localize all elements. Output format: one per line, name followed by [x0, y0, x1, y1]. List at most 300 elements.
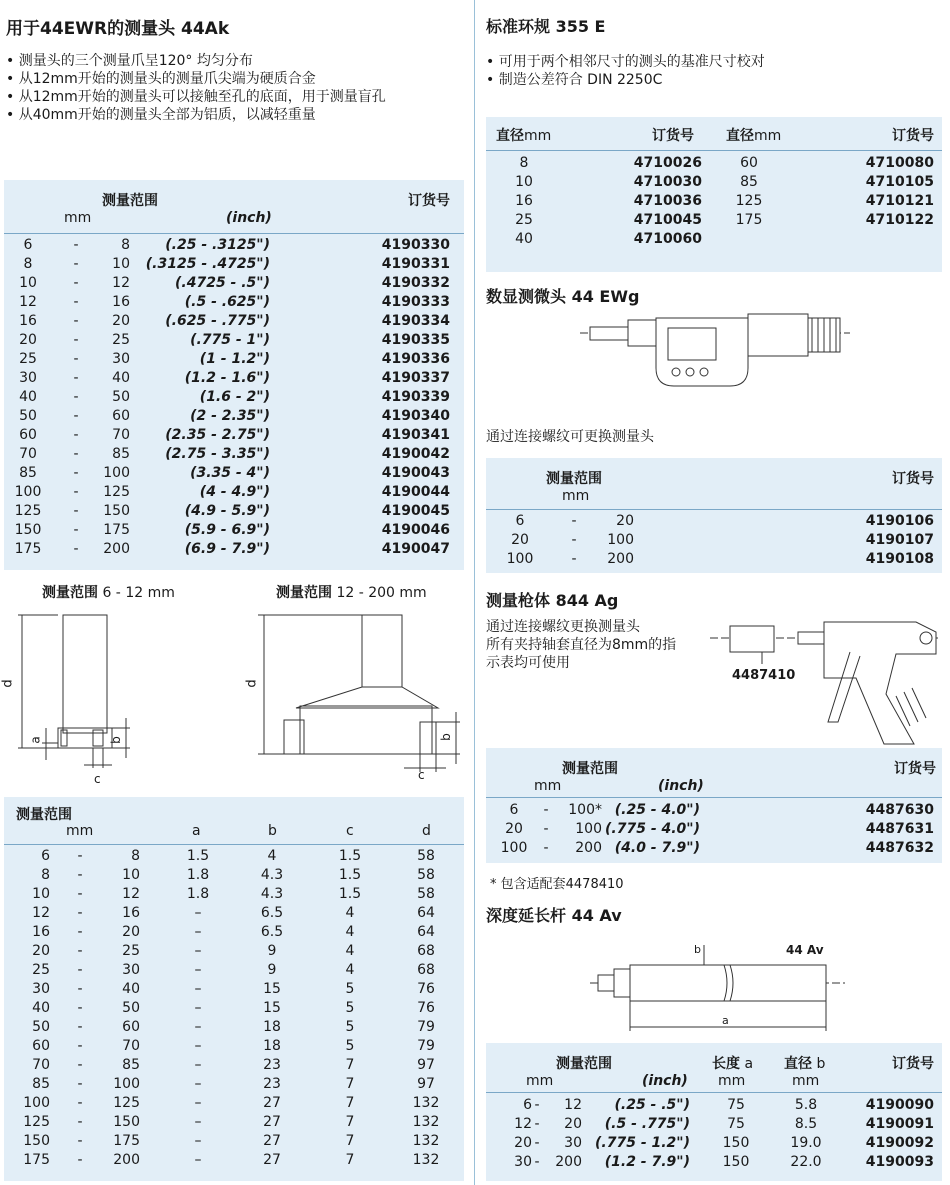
cell-diameter: 19.0 [790, 1135, 822, 1151]
cell-to: 20 [122, 924, 140, 940]
cell-c: 4 [345, 962, 355, 978]
cell-to: 200 [103, 541, 130, 557]
table-row [4, 293, 464, 312]
caption-label: 测量范围 [276, 585, 332, 601]
cell-a: – [194, 1000, 202, 1016]
cell-dash: - [73, 256, 79, 272]
table-row [4, 521, 464, 540]
cell-c: 1.5 [338, 886, 362, 902]
cell-b: 27 [263, 1133, 281, 1149]
table-row [4, 1018, 464, 1037]
ring-bullets [486, 53, 765, 89]
cell-dash: - [73, 522, 79, 538]
table-row [4, 350, 464, 369]
cell-length: 75 [727, 1097, 745, 1113]
table-row [486, 512, 942, 531]
length-label: 长度 [712, 1056, 740, 1072]
cell-to: 10 [112, 256, 130, 272]
header-length [712, 1053, 753, 1073]
cell-c: 7 [345, 1152, 355, 1168]
cell-dash: - [77, 1152, 83, 1168]
cell-a: – [194, 905, 202, 921]
cell-order: 4190336 [381, 351, 450, 367]
cell-c: 5 [345, 1019, 355, 1035]
table-row [486, 211, 942, 230]
cell-from: 100 [23, 1095, 50, 1111]
table-row [4, 426, 464, 445]
cell-to: 125 [113, 1095, 140, 1111]
cell-dash: - [77, 1057, 83, 1073]
ring-table [486, 117, 942, 272]
cell-d: 64 [417, 924, 435, 940]
cell-c: 7 [345, 1076, 355, 1092]
cell-to: 30 [112, 351, 130, 367]
cell-dash: - [77, 1038, 83, 1054]
table-row [4, 502, 464, 521]
cell-from: 175 [23, 1152, 50, 1168]
cell-c: 4 [345, 924, 355, 940]
cell-order: 4710030 [633, 174, 702, 190]
cell-c: 1.5 [338, 848, 362, 864]
cell-d: 132 [412, 1152, 440, 1168]
ewg-title: 数显测微头 44 EWg [486, 287, 640, 306]
cell-d: 58 [417, 867, 435, 883]
cell-dash: - [543, 802, 549, 818]
cell-dash: - [571, 551, 577, 567]
cell-dash: - [77, 1000, 83, 1016]
cell-to: 100 [103, 465, 130, 481]
header-range: 测量范围 [546, 471, 602, 487]
cell-length: 150 [722, 1154, 750, 1170]
table-row [486, 173, 942, 192]
diagram1-caption [42, 582, 175, 602]
cell-to: 100 [575, 821, 602, 837]
cell-dash: - [73, 408, 79, 424]
table-row [486, 531, 942, 550]
cell-to: 50 [122, 1000, 140, 1016]
ag-footnote: * 包含适配套4478410 [490, 877, 624, 892]
table-row [4, 1151, 464, 1170]
cell-a: – [194, 1057, 202, 1073]
cell-from: 85 [19, 465, 37, 481]
header-mm: mm [64, 210, 92, 226]
cell-b: 15 [263, 981, 281, 997]
cell-to: 150 [103, 503, 130, 519]
header-dia-left [496, 125, 551, 145]
cell-dash: - [77, 1076, 83, 1092]
cell-a: 1.8 [186, 867, 210, 883]
cell-d: 97 [417, 1057, 435, 1073]
header-range: 测量范围 [102, 193, 158, 209]
cell-order: 4190042 [381, 446, 450, 462]
table-row [4, 999, 464, 1018]
cell-dash: - [543, 821, 549, 837]
cell-a: 1.5 [186, 848, 210, 864]
header-mm-3: mm [792, 1073, 820, 1089]
cell-to: 50 [112, 389, 130, 405]
cell-to: 70 [112, 427, 130, 443]
cell-to: 150 [113, 1114, 140, 1130]
dim-b: b [694, 943, 701, 956]
ewg-table [486, 458, 942, 573]
cell-order: 4487632 [865, 840, 934, 856]
cell-dash: - [77, 1095, 83, 1111]
header-range: 测量范围 [16, 807, 72, 823]
cell-b: 9 [267, 943, 277, 959]
dim-c2: c [418, 768, 425, 782]
cell-d: 79 [417, 1038, 435, 1054]
ag-table [486, 748, 942, 863]
cell-diameter: 8.5 [794, 1116, 818, 1132]
cell-from: 100 [506, 551, 534, 567]
cell-order: 4190091 [865, 1116, 934, 1132]
header-mm-2: mm [718, 1073, 746, 1089]
table-row [4, 236, 464, 255]
cell-order: 4190092 [865, 1135, 934, 1151]
cell-a: – [194, 924, 202, 940]
cell-order: 4190333 [381, 294, 450, 310]
cell-dash: - [73, 275, 79, 291]
mm-label: mm [524, 128, 552, 144]
cell-d: 76 [417, 981, 435, 997]
cell-from: 25 [32, 962, 50, 978]
cell-d: 58 [417, 886, 435, 902]
length-a: a [744, 1056, 754, 1072]
cell-from: 125 [14, 503, 42, 519]
cell-from: 6 [523, 1097, 532, 1113]
cell-inch: (1 - 1.2") [199, 351, 270, 367]
cell-length: 75 [727, 1116, 745, 1132]
header-inch: (inch) [226, 210, 272, 226]
cell-from: 70 [32, 1057, 50, 1073]
cell-from: 6 [515, 513, 525, 529]
table-row [4, 464, 464, 483]
cell-from: 100 [14, 484, 42, 500]
cell-order: 4190331 [381, 256, 450, 272]
cell-dia: 16 [515, 193, 533, 209]
cell-dash: - [73, 465, 79, 481]
cell-order: 4190334 [381, 313, 450, 329]
cell-c: 5 [345, 1038, 355, 1054]
cell-dash: - [571, 513, 577, 529]
cell-order: 4190335 [381, 332, 450, 348]
cell-b: 23 [263, 1076, 281, 1092]
table-row [4, 1113, 464, 1132]
cell-to: 100* [568, 802, 602, 818]
cell-to: 40 [122, 981, 140, 997]
header-range: 测量范围 [556, 1056, 612, 1072]
cell-inch: (4.9 - 5.9") [184, 503, 270, 519]
cell-order: 4487630 [865, 802, 934, 818]
cell-inch: (2.75 - 3.35") [165, 446, 270, 462]
table-row [4, 904, 464, 923]
cell-c: 7 [345, 1114, 355, 1130]
left-title: 用于44EWR的测量头 44Ak [6, 19, 230, 39]
bullet: • 制造公差符合 DIN 2250C [486, 72, 663, 88]
table-row [4, 1037, 464, 1056]
cell-c: 5 [345, 981, 355, 997]
cell-inch: (3.35 - 4") [190, 465, 270, 481]
cell-b: 4.3 [260, 886, 284, 902]
cell-dash: - [77, 1019, 83, 1035]
table-row [486, 839, 942, 858]
cell-order: 4710045 [633, 212, 702, 228]
cell-b: 6.5 [260, 905, 284, 921]
cell-order-right: 4710105 [865, 174, 934, 190]
cell-b: 4.3 [260, 867, 284, 883]
cell-dash: - [77, 867, 83, 883]
cell-a: – [194, 1114, 202, 1130]
cell-to: 16 [112, 294, 130, 310]
cell-inch: (.625 - .775") [165, 313, 270, 329]
cell-order: 4190107 [865, 532, 934, 548]
cell-to: 25 [122, 943, 140, 959]
column-divider [474, 0, 475, 1185]
diagram2-caption [276, 582, 427, 602]
table-row [4, 369, 464, 388]
cell-from: 40 [19, 389, 37, 405]
cell-to: 200 [607, 551, 634, 567]
header-b: b [268, 823, 277, 839]
cell-order: 4710026 [633, 155, 702, 171]
cell-inch: (4 - 4.9") [199, 484, 270, 500]
cell-to: 85 [122, 1057, 140, 1073]
header-diameter [784, 1053, 825, 1073]
cell-dash: - [73, 484, 79, 500]
bullet: • 从40mm开始的测量头全部为铝质，以减轻重量 [6, 107, 316, 123]
cell-from: 16 [19, 313, 37, 329]
ag-description [486, 618, 676, 672]
cell-a: – [194, 1133, 202, 1149]
cell-c: 7 [345, 1095, 355, 1111]
cell-from: 30 [514, 1154, 532, 1170]
cell-from: 12 [514, 1116, 532, 1132]
cell-order-right: 4710122 [865, 212, 934, 228]
cell-order: 4190043 [381, 465, 450, 481]
cell-inch: (.775 - 4.0") [605, 821, 700, 837]
cell-a: – [194, 1152, 202, 1168]
cell-to: 20 [112, 313, 130, 329]
cell-to: 30 [122, 962, 140, 978]
header-order-left: 订货号 [652, 128, 694, 144]
cell-from: 125 [23, 1114, 50, 1130]
cell-dash: - [73, 294, 79, 310]
cell-b: 18 [263, 1038, 281, 1054]
cell-to: 200 [113, 1152, 140, 1168]
cell-from: 70 [19, 446, 37, 462]
header-a: a [192, 823, 201, 839]
cell-diameter: 22.0 [790, 1154, 822, 1170]
cell-b: 6.5 [260, 924, 284, 940]
rod-label: 44 Av [786, 943, 824, 957]
cell-to: 12 [122, 886, 140, 902]
cell-order: 4190045 [381, 503, 450, 519]
cell-b: 9 [267, 962, 277, 978]
cell-order: 4190090 [865, 1097, 934, 1113]
bullet: • 可用于两个相邻尺寸的测头的基准尺寸校对 [486, 54, 765, 70]
header-order: 订货号 [892, 1056, 934, 1072]
cell-to: 25 [112, 332, 130, 348]
table-row [4, 445, 464, 464]
av-title: 深度延长杆 44 Av [486, 906, 622, 925]
cell-inch: (1.2 - 7.9") [604, 1154, 690, 1170]
cell-from: 150 [23, 1133, 50, 1149]
cell-d: 79 [417, 1019, 435, 1035]
cell-to: 100 [113, 1076, 140, 1092]
cell-from: 60 [32, 1038, 50, 1054]
cell-from: 12 [19, 294, 37, 310]
cell-to: 175 [103, 522, 130, 538]
cell-dash: - [571, 532, 577, 548]
dia-b: b [816, 1056, 826, 1072]
cell-order: 4710036 [633, 193, 702, 209]
cell-to: 200 [575, 840, 602, 856]
table-row [4, 866, 464, 885]
cell-to: 20 [616, 513, 634, 529]
cell-dash: - [73, 370, 79, 386]
cell-inch: (.25 - 4.0") [614, 802, 700, 818]
cell-order: 4190093 [865, 1154, 934, 1170]
cell-dash: - [73, 389, 79, 405]
cell-dia: 25 [515, 212, 533, 228]
cell-from: 16 [32, 924, 50, 940]
cell-to: 85 [112, 446, 130, 462]
cell-d: 97 [417, 1076, 435, 1092]
cell-from: 20 [505, 821, 523, 837]
cell-dia-right: 125 [735, 193, 763, 209]
cell-from: 60 [19, 427, 37, 443]
cell-d: 132 [412, 1114, 440, 1130]
cell-to: 100 [607, 532, 634, 548]
table-row [4, 980, 464, 999]
header-inch: (inch) [642, 1073, 688, 1089]
cell-c: 4 [345, 943, 355, 959]
cell-from: 100 [500, 840, 528, 856]
cell-inch: (.3125 - .4725") [145, 256, 270, 272]
header-mm: mm [562, 488, 590, 504]
bullet: • 从12mm开始的测量头的测量爪尖端为硬质合金 [6, 71, 316, 87]
header-order: 订货号 [408, 193, 450, 209]
cell-order: 4190332 [381, 275, 450, 291]
cell-a: – [194, 1019, 202, 1035]
cell-from: 8 [23, 256, 33, 272]
cell-a: – [194, 981, 202, 997]
table-row [4, 1132, 464, 1151]
cell-order: 4190339 [381, 389, 450, 405]
cell-inch: (.5 - .625") [184, 294, 270, 310]
cell-dia: 8 [519, 155, 529, 171]
cell-a: – [194, 1095, 202, 1111]
cell-inch: (.775 - 1.2") [595, 1135, 690, 1151]
table-row [4, 961, 464, 980]
cell-to: 8 [121, 237, 130, 253]
cell-dash: - [73, 237, 79, 253]
dim-a: a [722, 1014, 729, 1027]
cell-inch: (.25 - .3125") [165, 237, 270, 253]
cell-inch: (4.0 - 7.9") [614, 840, 700, 856]
desc-line: 示表均可使用 [486, 655, 570, 671]
header-range: 测量范围 [562, 761, 618, 777]
table-row [486, 154, 942, 173]
table-row [486, 801, 942, 820]
cell-d: 132 [412, 1133, 440, 1149]
cell-from: 20 [514, 1135, 532, 1151]
dim-d1: d [0, 679, 16, 688]
cell-dash: - [73, 427, 79, 443]
cell-from: 150 [14, 522, 42, 538]
cell-inch: (6.9 - 7.9") [184, 541, 270, 557]
cell-b: 18 [263, 1019, 281, 1035]
cell-from: 25 [19, 351, 37, 367]
cell-inch: (.25 - .5") [614, 1097, 690, 1113]
cell-order: 4487631 [865, 821, 934, 837]
cell-c: 5 [345, 1000, 355, 1016]
cell-order: 4190046 [381, 522, 450, 538]
table-row [4, 407, 464, 426]
cell-order: 4190337 [381, 370, 450, 386]
cell-dash: - [73, 332, 79, 348]
cell-dash: - [77, 962, 83, 978]
cell-dash: - [77, 981, 83, 997]
cell-dash: - [73, 503, 79, 519]
cell-to: 200 [555, 1154, 582, 1170]
cell-to: 12 [564, 1097, 582, 1113]
cell-inch: (5.9 - 6.9") [184, 522, 270, 538]
cell-a: – [194, 1076, 202, 1092]
cell-order: 4190341 [381, 427, 450, 443]
cell-dash: - [77, 1114, 83, 1130]
header-order-right: 订货号 [892, 128, 934, 144]
dimension-table [4, 797, 464, 1181]
cell-c: 7 [345, 1057, 355, 1073]
header-dia-right [726, 125, 781, 145]
cell-from: 20 [511, 532, 529, 548]
cell-dash: - [73, 313, 79, 329]
cell-order: 4190108 [865, 551, 934, 567]
left-bullets [6, 52, 386, 124]
cell-order: 4190044 [381, 484, 450, 500]
ag-title: 测量枪体 844 Ag [486, 591, 619, 610]
dim-c1: c [94, 772, 101, 786]
cell-to: 12 [112, 275, 130, 291]
cell-to: 16 [122, 905, 140, 921]
cell-to: 60 [112, 408, 130, 424]
table-row [486, 1153, 942, 1172]
cell-order-right: 4710121 [865, 193, 934, 209]
table-row [4, 923, 464, 942]
caption-range: 12 - 200 mm [336, 585, 427, 601]
cell-to: 8 [131, 848, 140, 864]
cell-inch: (2.35 - 2.75") [165, 427, 270, 443]
cell-dia: 10 [515, 174, 533, 190]
cell-from: 85 [32, 1076, 50, 1092]
cell-to: 60 [122, 1019, 140, 1035]
cell-to: 40 [112, 370, 130, 386]
table-row [486, 230, 942, 249]
cell-from: 12 [32, 905, 50, 921]
cell-d: 64 [417, 905, 435, 921]
cell-to: 70 [122, 1038, 140, 1054]
dim-b1: b [108, 736, 123, 744]
header-d: d [422, 823, 431, 839]
cell-dash: - [73, 446, 79, 462]
table-row [486, 1115, 942, 1134]
cell-c: 4 [345, 905, 355, 921]
cell-from: 10 [32, 886, 50, 902]
cell-from: 50 [32, 1019, 50, 1035]
cell-order: 4190047 [381, 541, 450, 557]
probe-diagram [0, 600, 470, 790]
